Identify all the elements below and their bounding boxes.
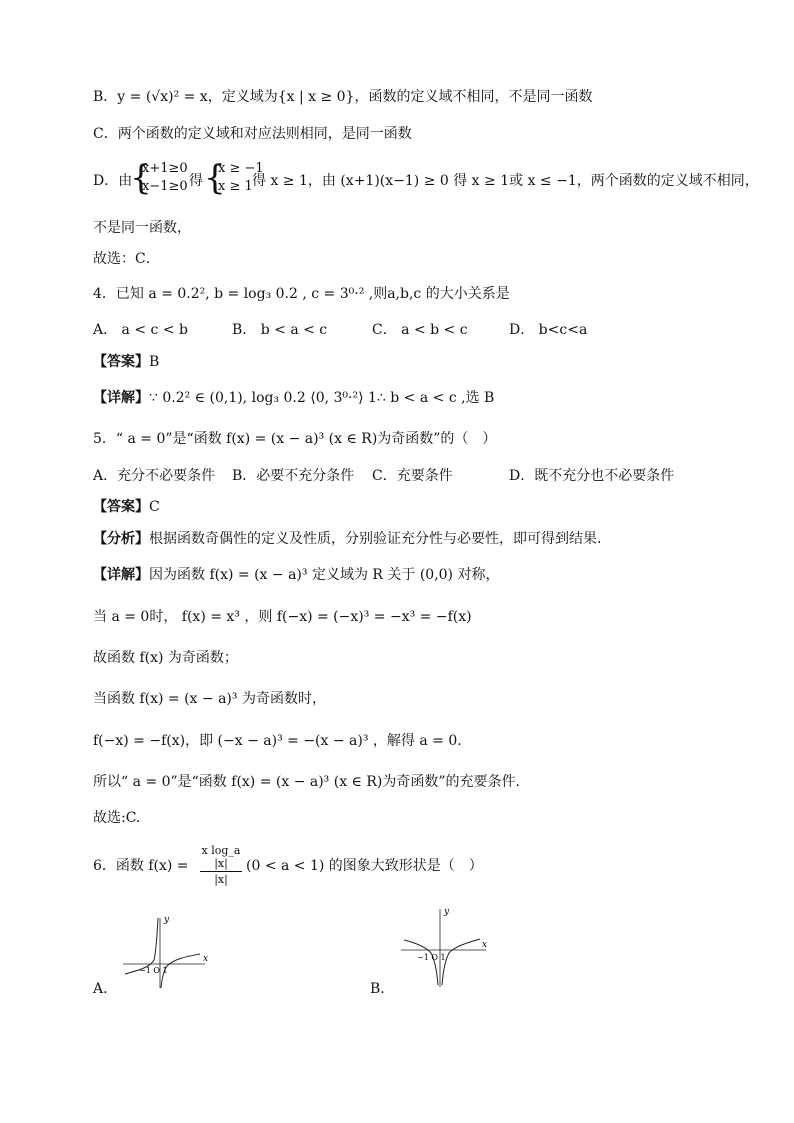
option-d-cont: 不是同一函数， — [93, 220, 191, 236]
detail-5-line-4: 当函数 f(x) = (x − a)³ 为奇函数时， — [93, 691, 326, 707]
q4-option-a: A． a < c < b — [93, 322, 188, 338]
fraction-bar — [200, 871, 242, 872]
option-b-line: B．y = (√x)² = x，定义域为{x | x ≥ 0}，函数的定义域不相同，不是同一函数 — [93, 89, 593, 105]
option-d-post: 得 x ≥ 1，由 (x+1)(x−1) ≥ 0 得 x ≥ 1或 x ≤ −1，两个函数的定义域不相同， — [252, 173, 759, 189]
q6-numerator: x log_a |x| — [201, 844, 241, 870]
q4-option-d: D． b<c<a — [509, 322, 588, 338]
q5-option-d: D．既不充分也不必要条件 — [509, 468, 675, 484]
graph-a-label: A． — [93, 981, 118, 997]
detail-5-line-6: 所以“ a = 0”是“函数 f(x) = (x − a)³ (x ∈ R)为奇函数”的充要条件. — [93, 774, 520, 790]
question-4: 4．已知 a = 0.2², b = log₃ 0.2 , c = 3⁰·² ,则a,b,c 的大小关系是 — [93, 286, 510, 302]
answer-5-value: C — [149, 499, 160, 515]
q4-option-b: B． b < a < c — [232, 322, 328, 338]
question-5: 5．“ a = 0”是“函数 f(x) = (x − a)³ (x ∈ R)为奇函数”的（ ） — [93, 431, 497, 447]
graph-a-y-label: y — [164, 915, 170, 925]
detail-5-line-5: f(−x) = −f(x)，即 (−x − a)³ = −(x − a)³ ，解得 a = 0. — [93, 733, 462, 749]
analysis-5 — [93, 530, 601, 548]
detail-5-line-2: 当 a = 0时， f(x) = x³ ，则 f(−x) = (−x)³ = −x³ = −f(x) — [93, 609, 472, 625]
detail-4-tag: 【详解】 — [93, 390, 149, 406]
q6-denominator: |x| — [214, 873, 228, 886]
option-d-prefix: D．由 — [93, 173, 133, 189]
option-d-mid: 得 — [189, 173, 203, 189]
choose-5: 故选:C. — [93, 810, 141, 826]
answer-5 — [93, 498, 160, 516]
q6-fraction — [200, 844, 242, 886]
question-6-suffix: (0 < a < 1) 的图象大致形状是（ ） — [246, 858, 483, 874]
answer-4 — [93, 353, 159, 371]
graph-b-y-label: y — [444, 907, 450, 917]
system-1 — [142, 160, 188, 196]
graph-b — [398, 905, 493, 990]
graph-b-ticks: −1 O 1 — [417, 953, 446, 962]
left-brace-1: { — [130, 158, 152, 198]
q4-option-c: C． a < b < c — [372, 322, 468, 338]
graph-a-x-label: x — [203, 954, 209, 964]
system-2-top: x ≥ −1 — [218, 161, 264, 176]
analysis-5-text: 根据函数奇偶性的定义及性质，分别验证充分性与必要性，即可得到结果. — [149, 531, 602, 547]
detail-5-text: 因为函数 f(x) = (x − a)³ 定义域为 R 关于 (0,0) 对称， — [149, 567, 500, 583]
system-2-bottom: x ≥ 1 — [218, 179, 253, 194]
system-1-bottom: x−1≥0 — [142, 179, 188, 194]
q5-option-a: A．充分不必要条件 — [93, 468, 216, 484]
choose-3: 故选：C． — [93, 251, 160, 267]
left-brace-2: { — [204, 158, 226, 198]
option-c-line: C．两个函数的定义域和对应法则相同，是同一函数 — [93, 126, 412, 142]
graph-b-x-label: x — [482, 940, 488, 950]
question-6-prefix: 6．函数 f(x) = — [93, 858, 189, 874]
detail-4 — [93, 389, 494, 407]
graph-a-ticks: −1 O 1 — [139, 966, 168, 975]
answer-4-value: B — [149, 354, 160, 370]
detail-4-text: ∵ 0.2² ∈ (0,1), log₃ 0.2 ⟨0, 3⁰·²⟩ 1∴ b < a < c ,选 B — [149, 390, 495, 406]
system-1-top: x+1≥0 — [142, 161, 188, 176]
answer-5-tag: 【答案】 — [93, 499, 149, 515]
graph-b-right-curve — [442, 939, 480, 985]
graph-a — [120, 912, 215, 992]
detail-5-tag: 【详解】 — [93, 567, 149, 583]
graph-b-label: B． — [370, 981, 395, 997]
analysis-5-tag: 【分析】 — [93, 531, 149, 547]
answer-4-tag: 【答案】 — [93, 354, 149, 370]
detail-5-line-3: 故函数 f(x) 为奇函数； — [93, 650, 238, 666]
q5-option-b: B．必要不充分条件 — [232, 468, 355, 484]
graph-b-left-curve — [404, 940, 438, 985]
q5-option-c: C．充要条件 — [372, 468, 453, 484]
detail-5 — [93, 566, 499, 584]
